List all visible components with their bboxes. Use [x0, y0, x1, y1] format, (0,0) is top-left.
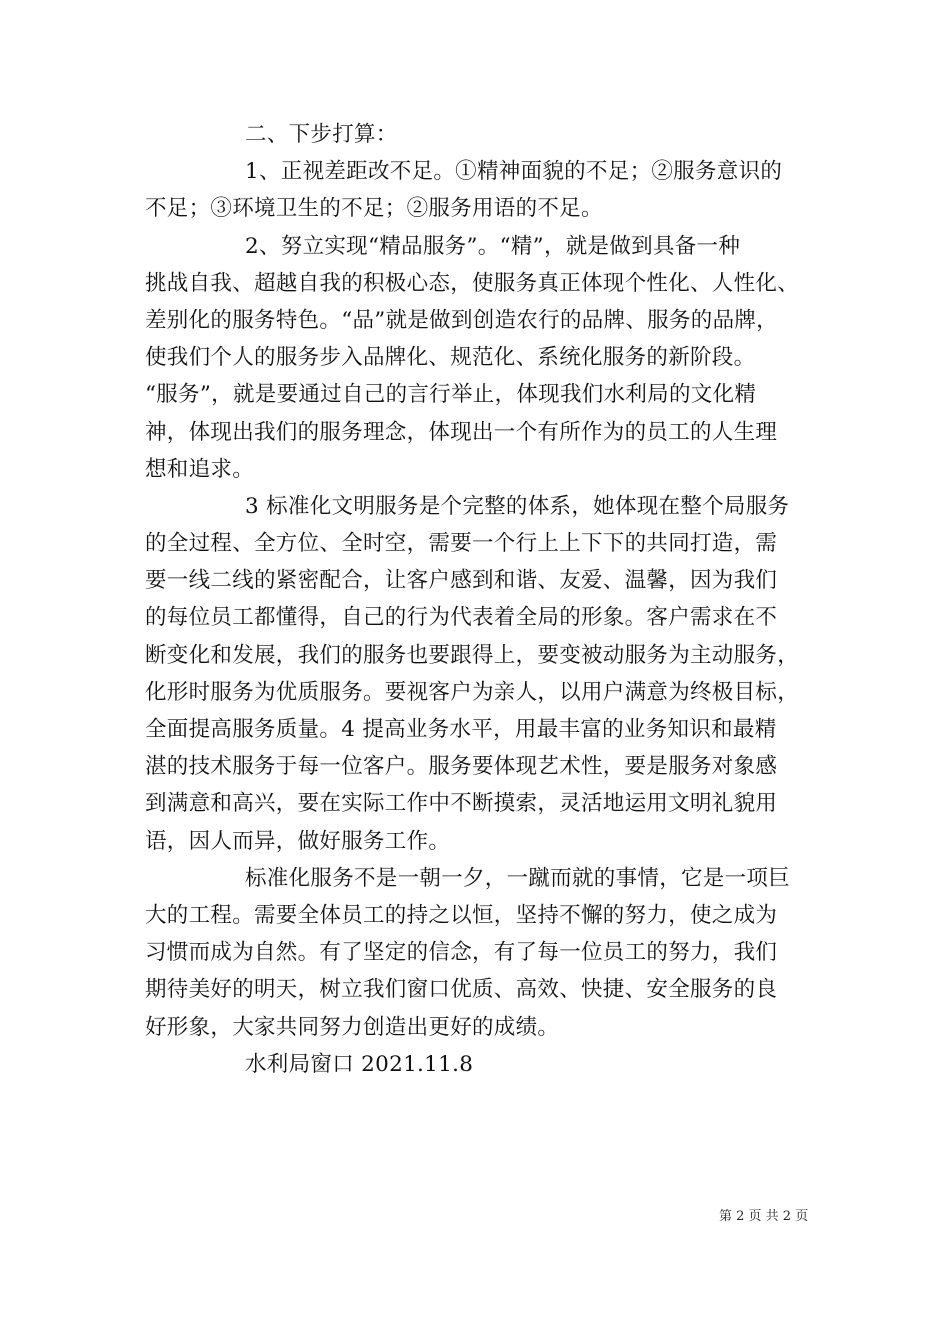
paragraph-line: “服务”，就是要通过自己的言行举止，体现我们水利局的文化精: [145, 382, 757, 408]
paragraph-line: 2、努立实现“精品服务”。“精”，就是做到具备一种: [245, 233, 741, 259]
paragraph-line: 习惯而成为自然。有了坚定的信念，有了每一位员工的努力，我们: [145, 940, 778, 966]
paragraph-line: 标准化服务不是一朝一夕，一蹴而就的事情，它是一项巨: [245, 865, 791, 891]
paragraph-line: 神，体现出我们的服务理念，体现出一个有所作为的员工的人生理: [145, 419, 778, 445]
paragraph-line: 好形象，大家共同努力创造出更好的成绩。: [145, 1014, 560, 1040]
paragraph-line: 大的工程。需要全体员工的持之以恒，坚持不懈的努力，使之成为: [145, 902, 778, 928]
paragraph-line: 差别化的服务特色。“品”就是做到创造农行的品牌、服务的品牌，: [145, 307, 778, 333]
paragraph-line: 的每位员工都懂得，自己的行为代表着全局的形象。客户需求在不: [145, 605, 778, 631]
paragraph-line: 3 标准化文明服务是个完整的体系，她体现在整个局服务: [245, 493, 790, 519]
document-body: [145, 116, 808, 1083]
page-number-footer: 第 2 页 共 2 页: [719, 1209, 809, 1224]
paragraph-line: 挑战自我、超越自我的积极心态，使服务真正体现个性化、人性化、: [145, 270, 800, 296]
paragraph-line: 使我们个人的服务步入品牌化、规范化、系统化服务的新阶段。: [145, 345, 756, 371]
paragraph-line: 化形时服务为优质服务。要视客户为亲人，以用户满意为终极目标，: [145, 679, 800, 705]
paragraph-line: 全面提高服务质量。4 提高业务水平，用最丰富的业务知识和最精: [145, 717, 777, 742]
paragraph-line: 到满意和高兴，要在实际工作中不断摸索，灵活地运用文明礼貌用: [145, 791, 778, 817]
paragraph-line: 想和追求。: [145, 456, 255, 482]
paragraph-line: 语，因人而异，做好服务工作。: [145, 828, 451, 854]
paragraph-line: 的全过程、全方位、全时空，需要一个行上上下下的共同打造，需: [145, 531, 778, 557]
paragraph-line: 期待美好的明天，树立我们窗口优质、高效、快捷、安全服务的良: [145, 977, 778, 1003]
paragraph-line: 不足；③环境卫生的不足；②服务用语的不足。: [145, 196, 603, 222]
paragraph-line: 1、正视差距改不足。①精神面貌的不足；②服务意识的: [245, 159, 783, 185]
paragraph-line: 湛的技术服务于每一位客户。服务要体现艺术性，要是服务对象感: [145, 754, 778, 780]
signature-date: 水利局窗口 2021.11.8: [245, 1051, 474, 1077]
paragraph-line: 断变化和发展，我们的服务也要跟得上，要变被动服务为主动服务，: [145, 642, 800, 668]
paragraph-line: 要一线二线的紧密配合，让客户感到和谐、友爱、温馨，因为我们: [145, 568, 778, 594]
section-heading: 二、下步打算：: [245, 122, 398, 147]
